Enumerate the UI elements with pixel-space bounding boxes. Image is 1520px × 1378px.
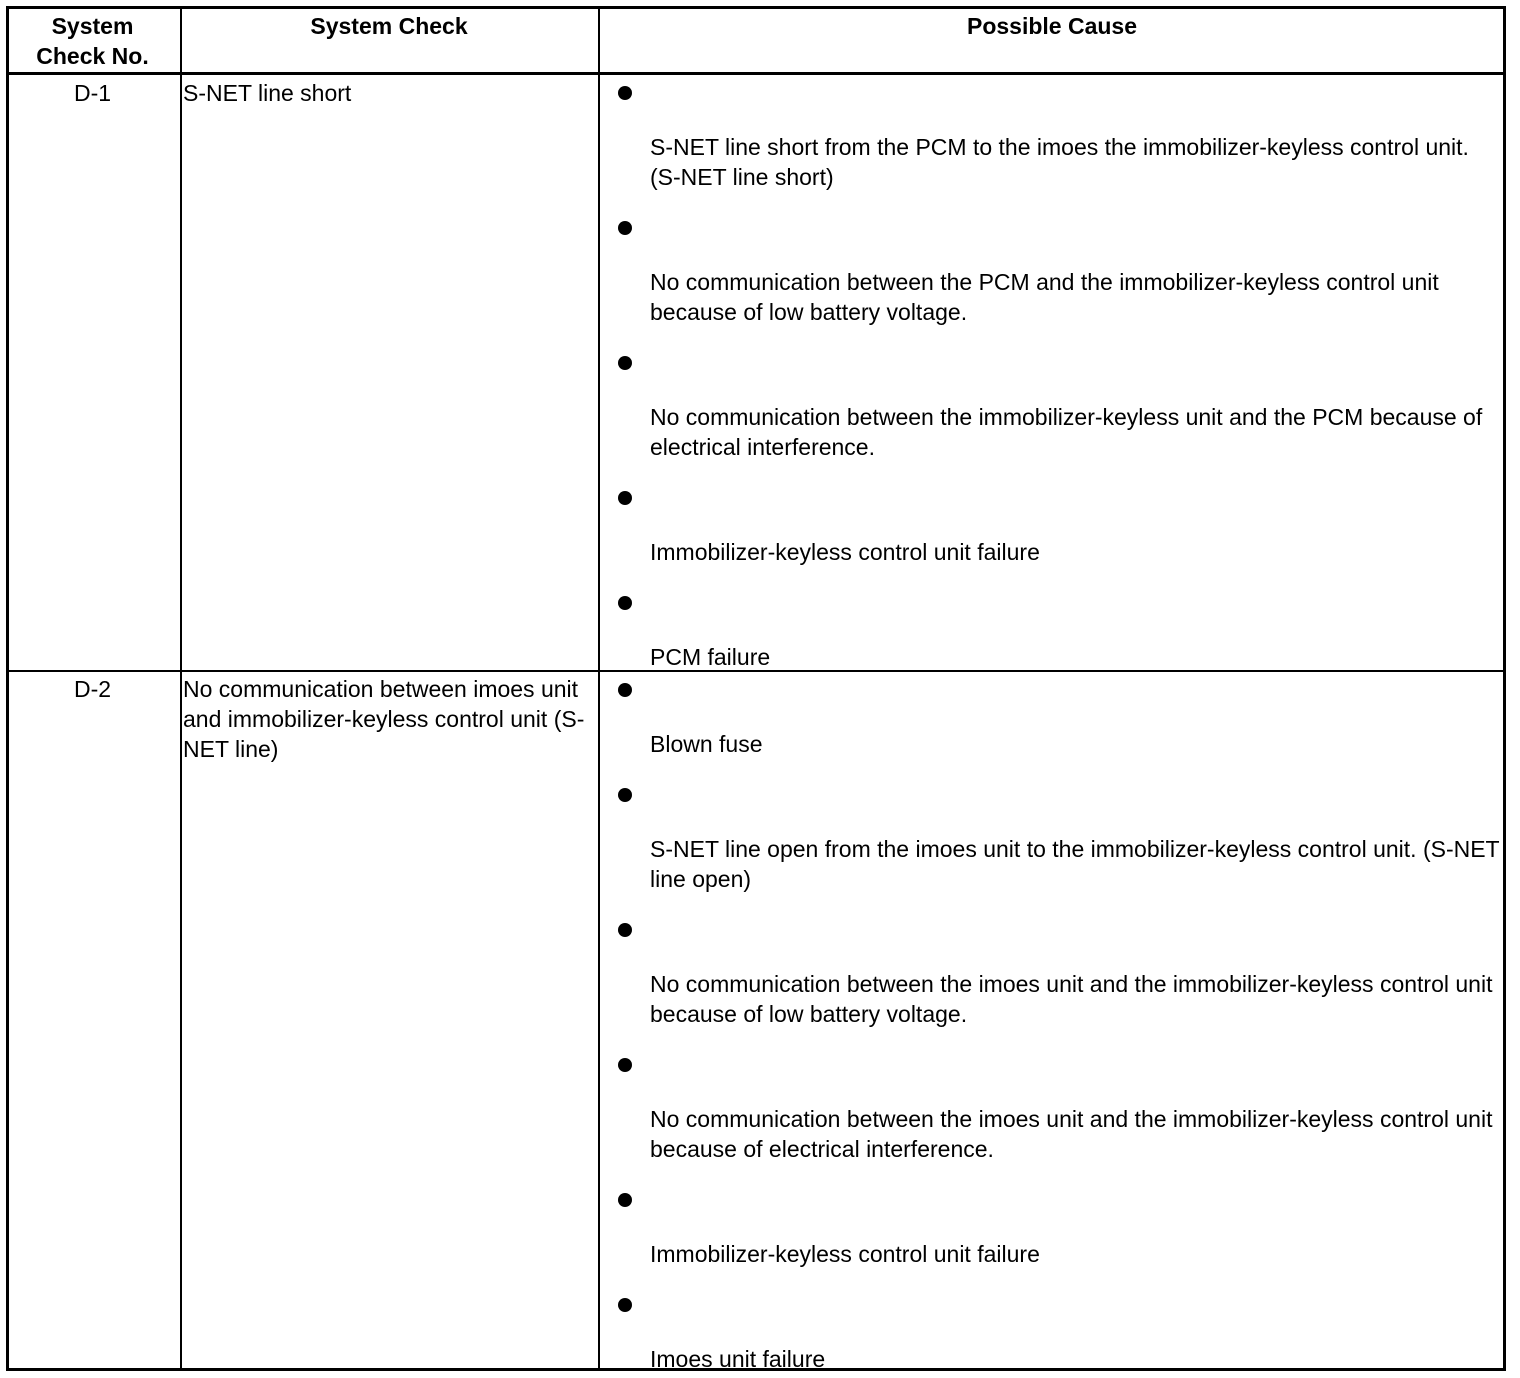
- row-d2-cause-1: Blown fuse: [650, 731, 763, 757]
- row-d1-cause-5: PCM failure: [650, 644, 771, 670]
- bullet-icon: [618, 1058, 632, 1072]
- row-d2-cause-4: No communication between the imoes unit and the immobilizer-keyless control unit because of electrical interference.: [650, 1106, 1493, 1162]
- bullet-icon: [618, 596, 632, 610]
- column-divider: [598, 9, 600, 1368]
- row-d2-number: D-2: [73, 676, 112, 702]
- row-d2-cause-2: S-NET line open from the imoes unit to the immobilizer-keyless control unit. (S-NET line open): [650, 836, 1500, 892]
- bullet-icon: [618, 356, 632, 370]
- row-d2-cause-5: Immobilizer-keyless control unit failure: [650, 1241, 1040, 1267]
- header-system-check-no: System Check No.: [36, 13, 149, 69]
- row-d1-system-check: S-NET line short: [183, 80, 352, 106]
- bullet-icon: [618, 1298, 632, 1312]
- bullet-icon: [618, 923, 632, 937]
- row-d2-cause-6: Imoes unit failure: [650, 1346, 826, 1372]
- row-d2-cause-3: No communication between the imoes unit and the immobilizer-keyless control unit because of low battery voltage.: [650, 971, 1493, 1027]
- bullet-icon: [618, 1193, 632, 1207]
- header-divider: [9, 72, 1503, 75]
- row-d1-cause-2: No communication between the PCM and the immobilizer-keyless control unit because of low battery voltage.: [650, 269, 1439, 325]
- header-system-check: System Check: [310, 13, 468, 39]
- column-divider: [180, 9, 182, 1368]
- bullet-icon: [618, 683, 632, 697]
- row-d1-cause-1: S-NET line short from the PCM to the imoes the immobilizer-keyless control unit. (S-NET line short): [650, 134, 1469, 190]
- bullet-icon: [618, 491, 632, 505]
- bullet-icon: [618, 788, 632, 802]
- bullet-icon: [618, 86, 632, 100]
- row-d2-system-check: No communication between imoes unit and immobilizer-keyless control unit (S-NET line): [183, 676, 585, 762]
- header-possible-cause: Possible Cause: [966, 13, 1138, 39]
- row-d1-cause-4: Immobilizer-keyless control unit failure: [650, 539, 1040, 565]
- bullet-icon: [618, 221, 632, 235]
- row-d1-number: D-1: [73, 80, 112, 106]
- row-d1-cause-3: No communication between the immobilizer-keyless unit and the PCM because of electrical interference.: [650, 404, 1483, 460]
